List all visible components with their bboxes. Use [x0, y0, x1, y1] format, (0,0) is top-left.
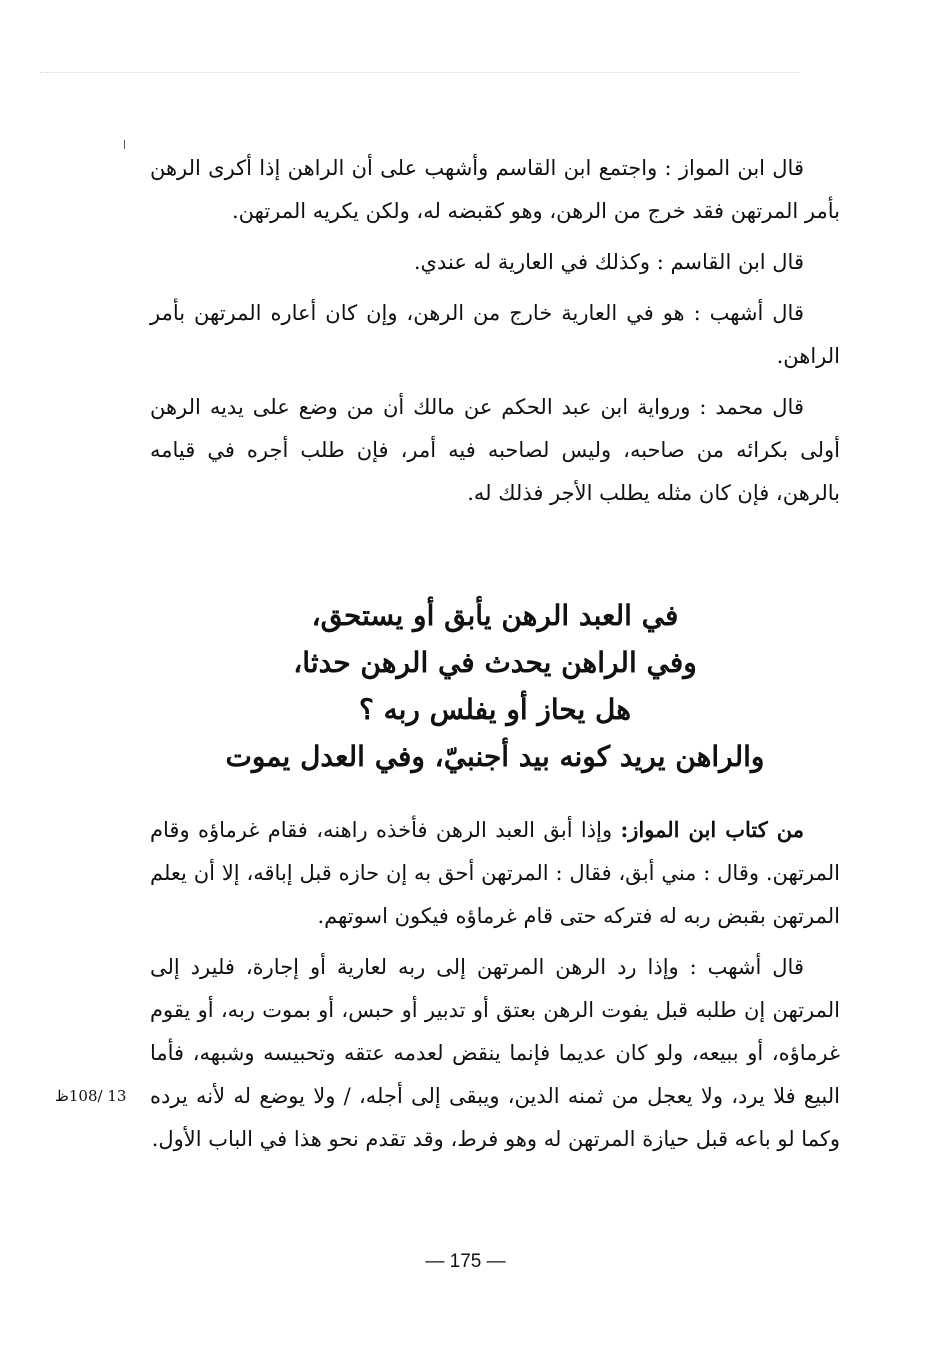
section-2 [150, 808, 840, 1161]
paragraph-ashhab-pledge-return: قال أشهب : وإذا رد الرهن المرتهن إلى ربه لعارية أو إجارة، فليرد إلى المرتهن إن طلبه قبل يفوت الرهن بعتق أو تدبير أو حبس، أو بموت ربه، أو يقوم غرماؤه، أو ببيعه، ولو كان عديما فإنما ينقض لعدمه عتقه وتحبيسه وشبهه، فأما البيع فلا يرد، ولا يعجل من ثمنه الدين، ويبقى إلى أجله، / ولا يوضع له لأنه يرده وكما لو باعه قبل حيازة المرتهن له وهو فرط، وقد تقدم نحو هذا في الباب الأول. [150, 955, 840, 1151]
top-scan-rule [40, 72, 800, 73]
source-reference: من كتاب ابن المواز: [620, 817, 804, 842]
scan-mark [124, 140, 125, 149]
heading-line-1: في العبد الرهن يأبق أو يستحق، [311, 599, 679, 632]
chapter-heading [150, 592, 840, 780]
paragraph-kitab-ibn-al-mawaz [150, 808, 840, 938]
paragraph-ashhab: قال أشهب : هو في العارية خارج من الرهن، وإن كان أعاره المرتهن بأمر الراهن. [150, 301, 840, 368]
section-1 [150, 147, 840, 515]
manuscript-folio-reference: 13 /108ظ [55, 1087, 127, 1105]
heading-line-4: والراهن يريد كونه بيد أجنبيّ، وفي العدل يموت [225, 740, 765, 773]
heading-line-2: وفي الراهن يحدث في الرهن حدثا، [293, 646, 697, 679]
page-number: — 175 — [425, 1251, 506, 1272]
paragraph-ibn-al-qasim: قال ابن القاسم : وكذلك في العارية له عندي. [413, 250, 804, 274]
paragraph-body: وإذا أبق العبد الرهن فأخذه راهنه، فقام غرماؤه وقام المرتهن. وقال : مني أبق، فقال : المرتهن أحق به إن حازه قبل إباقه، إلا أن يعلم المرتهن بقبض ربه له فتركه حتى قام غرماؤه فيكون اسوتهم. [150, 818, 840, 928]
paragraph-muhammad: قال محمد : ورواية ابن عبد الحكم عن مالك أن من وضع على يديه الرهن أولى بكرائه من صاحبه، وليس لصاحبه فيه أمر، فإن طلب أجره في قيامه بالرهن، فإن كان مثله يطلب الأجر فذلك له. [150, 395, 840, 505]
paragraph-ibn-al-mawaz: قال ابن المواز : واجتمع ابن القاسم وأشهب على أن الراهن إذا أكرى الرهن بأمر المرتهن فقد خرج من الرهن، وهو كقبضه له، ولكن يكريه المرتهن. [150, 156, 840, 223]
heading-line-3: هل يحاز أو يفلس ربه ؟ [358, 693, 632, 726]
